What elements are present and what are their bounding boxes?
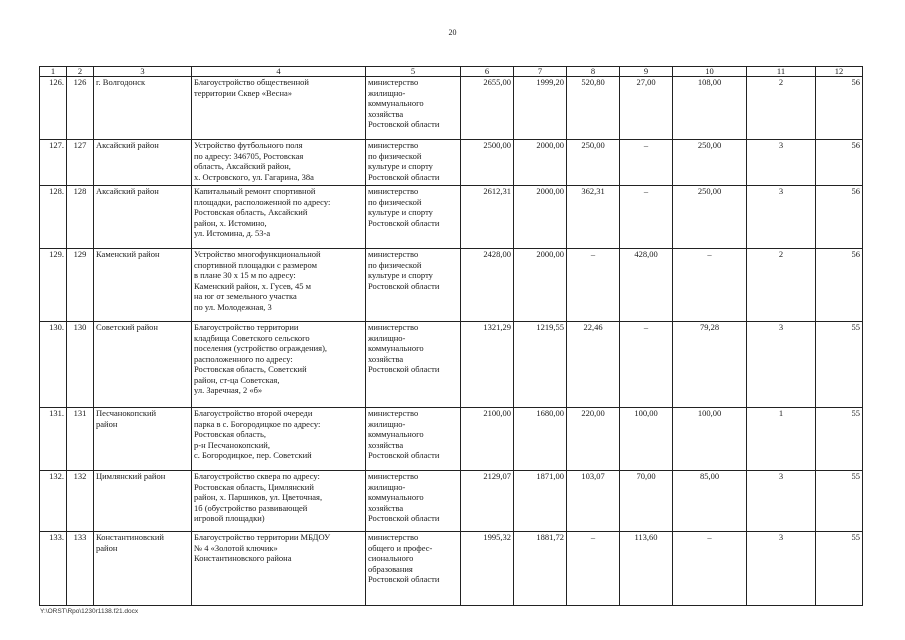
district-cell: Константиновский район [94, 532, 192, 606]
table-row [40, 532, 863, 606]
regional-budget-cell: 1871,00 [514, 471, 567, 532]
column-12-cell: 55 [816, 322, 863, 408]
ministry-cell: министерство жилищно- коммунального хозяйства Ростовской области [366, 77, 461, 140]
district-cell: Цимлянский район [94, 471, 192, 532]
project-description-cell: Благоустройство общественной территории Сквер «Весна» [192, 77, 366, 140]
row-number-cell: 130. [40, 322, 67, 408]
total-cost-cell: 2428,00 [461, 249, 514, 322]
row-number-cell: 132. [40, 471, 67, 532]
header-cell-2: 2 [67, 67, 94, 77]
column-11-cell: 1 [747, 408, 816, 471]
extra-budget-cell: 27,00 [620, 77, 673, 140]
local-budget-cell: 362,31 [567, 186, 620, 249]
extra-budget-cell: 113,60 [620, 532, 673, 606]
ministry-cell: министерство по физической культуре и спорту Ростовской области [366, 249, 461, 322]
regional-budget-cell: 1881,72 [514, 532, 567, 606]
column-10-cell: – [673, 532, 747, 606]
column-10-cell: 85,00 [673, 471, 747, 532]
district-cell: г. Волгодонск [94, 77, 192, 140]
district-cell: Аксайский район [94, 140, 192, 186]
row-number-cell: 126. [40, 77, 67, 140]
total-cost-cell: 2655,00 [461, 77, 514, 140]
header-cell-6: 6 [461, 67, 514, 77]
header-cell-9: 9 [620, 67, 673, 77]
header-cell-11: 11 [747, 67, 816, 77]
item-number-cell: 133 [67, 532, 94, 606]
data-table [39, 66, 863, 606]
district-cell: Песчанокопский район [94, 408, 192, 471]
project-description-cell: Капитальный ремонт спортивной площадки, расположенной по адресу: Ростовская область, Аксайский район, х. Истомино, ул. Истомина, д. 53-а [192, 186, 366, 249]
header-cell-3: 3 [94, 67, 192, 77]
extra-budget-cell: 70,00 [620, 471, 673, 532]
local-budget-cell: 22,46 [567, 322, 620, 408]
column-11-cell: 3 [747, 532, 816, 606]
table-row [40, 408, 863, 471]
ministry-cell: министерство по физической культуре и спорту Ростовской области [366, 186, 461, 249]
total-cost-cell: 2500,00 [461, 140, 514, 186]
project-description-cell: Благоустройство второй очереди парка в с. Богородицкое по адресу: Ростовская область, р-н Песчанокопский, с. Богородицкое, пер. Советский [192, 408, 366, 471]
ministry-cell: министерство жилищно- коммунального хозяйства Ростовской области [366, 408, 461, 471]
local-budget-cell: – [567, 249, 620, 322]
regional-budget-cell: 1219,55 [514, 322, 567, 408]
extra-budget-cell: – [620, 140, 673, 186]
header-cell-7: 7 [514, 67, 567, 77]
row-number-cell: 128. [40, 186, 67, 249]
local-budget-cell: 250,00 [567, 140, 620, 186]
item-number-cell: 129 [67, 249, 94, 322]
header-cell-8: 8 [567, 67, 620, 77]
column-12-cell: 56 [816, 77, 863, 140]
extra-budget-cell: 428,00 [620, 249, 673, 322]
total-cost-cell: 1321,29 [461, 322, 514, 408]
row-number-cell: 127. [40, 140, 67, 186]
item-number-cell: 128 [67, 186, 94, 249]
row-number-cell: 133. [40, 532, 67, 606]
local-budget-cell: 103,07 [567, 471, 620, 532]
ministry-cell: министерство жилищно- коммунального хозяйства Ростовской области [366, 471, 461, 532]
header-cell-12: 12 [816, 67, 863, 77]
column-12-cell: 56 [816, 249, 863, 322]
column-12-cell: 55 [816, 408, 863, 471]
project-description-cell: Благоустройство сквера по адресу: Ростовская область, Цимлянский район, х. Паршиков, ул. Цветочная, 1б (обустройство развивающей игровой площадки) [192, 471, 366, 532]
header-cell-1: 1 [40, 67, 67, 77]
district-cell: Аксайский район [94, 186, 192, 249]
row-number-cell: 131. [40, 408, 67, 471]
item-number-cell: 127 [67, 140, 94, 186]
extra-budget-cell: 100,00 [620, 408, 673, 471]
table-row [40, 322, 863, 408]
column-11-cell: 3 [747, 186, 816, 249]
item-number-cell: 126 [67, 77, 94, 140]
column-10-cell: – [673, 249, 747, 322]
column-12-cell: 56 [816, 186, 863, 249]
header-cell-5: 5 [366, 67, 461, 77]
ministry-cell: министерство жилищно- коммунального хозяйства Ростовской области [366, 322, 461, 408]
district-cell: Советский район [94, 322, 192, 408]
item-number-cell: 131 [67, 408, 94, 471]
column-10-cell: 250,00 [673, 140, 747, 186]
project-description-cell: Устройство многофункциональной спортивной площадки с размером в плане 30 х 15 м по адресу: Каменский район, х. Гусев, 45 м на юг от земельного участка по ул. Молодежная, 3 [192, 249, 366, 322]
column-11-cell: 3 [747, 471, 816, 532]
item-number-cell: 130 [67, 322, 94, 408]
regional-budget-cell: 1680,00 [514, 408, 567, 471]
table-row [40, 471, 863, 532]
table-row [40, 140, 863, 186]
local-budget-cell: 520,80 [567, 77, 620, 140]
regional-budget-cell: 1999,20 [514, 77, 567, 140]
column-10-cell: 250,00 [673, 186, 747, 249]
total-cost-cell: 2100,00 [461, 408, 514, 471]
column-12-cell: 56 [816, 140, 863, 186]
regional-budget-cell: 2000,00 [514, 186, 567, 249]
extra-budget-cell: – [620, 322, 673, 408]
file-path-footer: Y:\ORST\Rpo\1230r1138.f21.docx [40, 608, 139, 615]
project-description-cell: Устройство футбольного поля по адресу: 346705, Ростовская область, Аксайский район, х. Островского, ул. Гагарина, 38а [192, 140, 366, 186]
item-number-cell: 132 [67, 471, 94, 532]
project-description-cell: Благоустройство территории кладбища Советского сельского поселения (устройство ограждения), расположенного по адресу: Ростовская область, Советский район, ст-ца Советская, ул. Заречная, 2 «б» [192, 322, 366, 408]
column-11-cell: 3 [747, 140, 816, 186]
local-budget-cell: 220,00 [567, 408, 620, 471]
column-10-cell: 108,00 [673, 77, 747, 140]
header-cell-10: 10 [673, 67, 747, 77]
column-12-cell: 55 [816, 471, 863, 532]
column-12-cell: 55 [816, 532, 863, 606]
regional-budget-cell: 2000,00 [514, 140, 567, 186]
regional-budget-cell: 2000,00 [514, 249, 567, 322]
table-row [40, 249, 863, 322]
total-cost-cell: 2129,07 [461, 471, 514, 532]
total-cost-cell: 2612,31 [461, 186, 514, 249]
column-11-cell: 3 [747, 322, 816, 408]
ministry-cell: министерство по физической культуре и спорту Ростовской области [366, 140, 461, 186]
ministry-cell: министерство общего и профес- сионального образования Ростовской области [366, 532, 461, 606]
column-11-cell: 2 [747, 77, 816, 140]
extra-budget-cell: – [620, 186, 673, 249]
header-cell-4: 4 [192, 67, 366, 77]
local-budget-cell: – [567, 532, 620, 606]
district-cell: Каменский район [94, 249, 192, 322]
project-description-cell: Благоустройство территории МБДОУ № 4 «Золотой ключик» Константиновского района [192, 532, 366, 606]
row-number-cell: 129. [40, 249, 67, 322]
column-10-cell: 79,28 [673, 322, 747, 408]
table-row [40, 186, 863, 249]
column-10-cell: 100,00 [673, 408, 747, 471]
header-row [40, 67, 863, 77]
total-cost-cell: 1995,32 [461, 532, 514, 606]
table-row [40, 77, 863, 140]
page-number: 20 [448, 28, 457, 37]
column-11-cell: 2 [747, 249, 816, 322]
